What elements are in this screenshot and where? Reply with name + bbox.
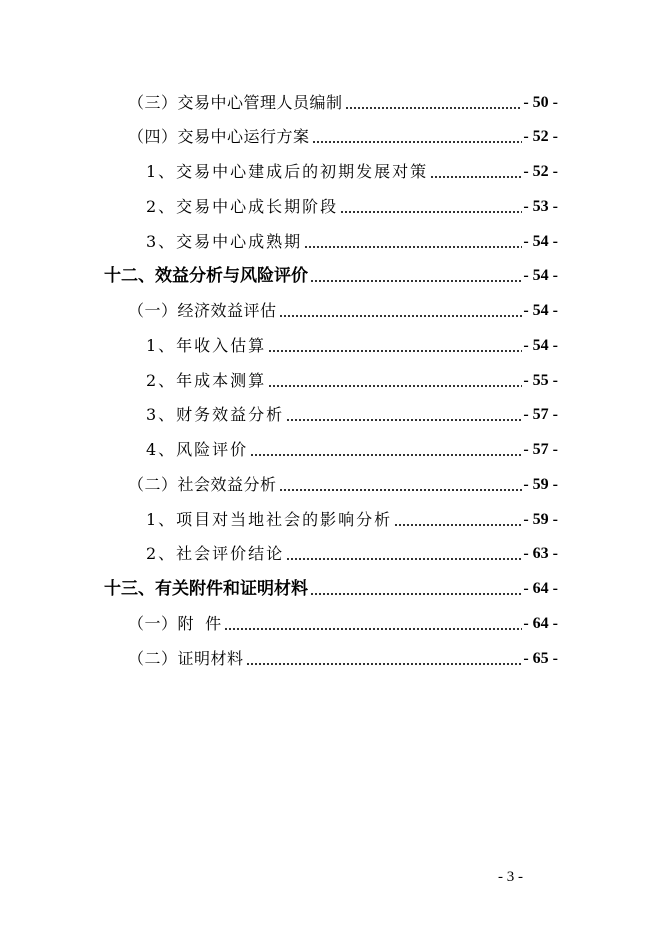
toc-page-number: - 64 -	[523, 580, 558, 597]
toc-entry-title: 2、交易中心成长期阶段	[146, 197, 339, 216]
toc-entry-title: 2、年成本测算	[146, 371, 267, 390]
page-number-footer: - 3 -	[498, 869, 523, 885]
toc-page-number: - 54 -	[523, 337, 558, 354]
toc-entry-title: 2、社会评价结论	[146, 544, 285, 563]
toc-entry-title: 4、风险评价	[146, 440, 249, 459]
toc-leader-dots	[310, 593, 522, 595]
toc-entry-chapter-13[interactable]	[0, 569, 662, 599]
toc-entry-item-2[interactable]	[0, 534, 662, 564]
toc-entry-chapter-12[interactable]	[0, 256, 662, 286]
toc-entry-title: （一）经济效益评估	[128, 301, 277, 320]
toc-entry-item-2[interactable]	[0, 361, 662, 391]
toc-page-number: - 55 -	[523, 372, 558, 389]
toc-entry-title: （二）社会效益分析	[128, 475, 277, 494]
toc-page-number: - 59 -	[523, 511, 558, 528]
toc-entry-item-3[interactable]	[0, 222, 662, 252]
toc-leader-dots	[304, 246, 522, 248]
toc-page-number: - 52 -	[523, 163, 558, 180]
toc-leader-dots	[268, 350, 522, 352]
toc-page-number: - 64 -	[523, 615, 558, 632]
toc-entry-title: 3、交易中心成熟期	[146, 232, 303, 251]
toc-leader-dots	[286, 558, 522, 560]
toc-entry-section-2[interactable]	[0, 465, 662, 495]
toc-entry-title: （四）交易中心运行方案	[128, 127, 310, 146]
toc-entry-item-3[interactable]	[0, 395, 662, 425]
toc-page-number: - 63 -	[523, 545, 558, 562]
toc-leader-dots	[250, 454, 522, 456]
toc-leader-dots	[224, 628, 523, 630]
toc-entry-section-1[interactable]	[0, 291, 662, 321]
toc-leader-dots	[286, 419, 522, 421]
toc-leader-dots	[279, 489, 523, 491]
toc-page-number: - 57 -	[523, 441, 558, 458]
toc-entry-section-1[interactable]	[0, 604, 662, 634]
toc-entry-title: 1、年收入估算	[146, 336, 267, 355]
toc-page-number: - 54 -	[523, 233, 558, 250]
toc-entry-title: 十二、效益分析与风险评价	[104, 266, 308, 286]
toc-page-number: - 50 -	[523, 94, 558, 111]
toc-page-number: - 54 -	[523, 267, 558, 284]
toc-entry-title: （二）证明材料	[128, 649, 244, 668]
toc-entry-title: 3、财务效益分析	[146, 405, 285, 424]
toc-leader-dots	[345, 107, 523, 109]
toc-leader-dots	[430, 176, 522, 178]
toc-page-number: - 52 -	[523, 128, 558, 145]
toc-page-number: - 54 -	[523, 302, 558, 319]
toc-leader-dots	[340, 211, 522, 213]
toc-entry-item-2[interactable]	[0, 187, 662, 217]
toc-page-number: - 65 -	[523, 650, 558, 667]
toc-entry-section-2[interactable]	[0, 639, 662, 669]
toc-entry-section-3[interactable]	[0, 83, 662, 113]
toc-leader-dots	[279, 315, 523, 317]
toc-page-number: - 57 -	[523, 406, 558, 423]
toc-entry-item-1[interactable]	[0, 500, 662, 530]
toc-entry-item-4[interactable]	[0, 430, 662, 460]
toc-leader-dots	[310, 280, 522, 282]
toc-entry-section-4[interactable]	[0, 117, 662, 147]
toc-leader-dots	[312, 141, 523, 143]
toc-entry-title: 1、项目对当地社会的影响分析	[146, 510, 393, 529]
toc-page-number: - 53 -	[523, 198, 558, 215]
toc-entry-item-1[interactable]	[0, 152, 662, 182]
toc-entry-title: （一）附 件	[128, 614, 222, 633]
toc-leader-dots	[268, 385, 522, 387]
toc-page-number: - 59 -	[523, 476, 558, 493]
toc-leader-dots	[246, 663, 523, 665]
toc-entry-item-1[interactable]	[0, 326, 662, 356]
toc-entry-title: （三）交易中心管理人员编制	[128, 93, 343, 112]
toc-entry-title: 1、交易中心建成后的初期发展对策	[146, 162, 429, 181]
toc-leader-dots	[394, 524, 522, 526]
toc-entry-title: 十三、有关附件和证明材料	[104, 579, 308, 599]
